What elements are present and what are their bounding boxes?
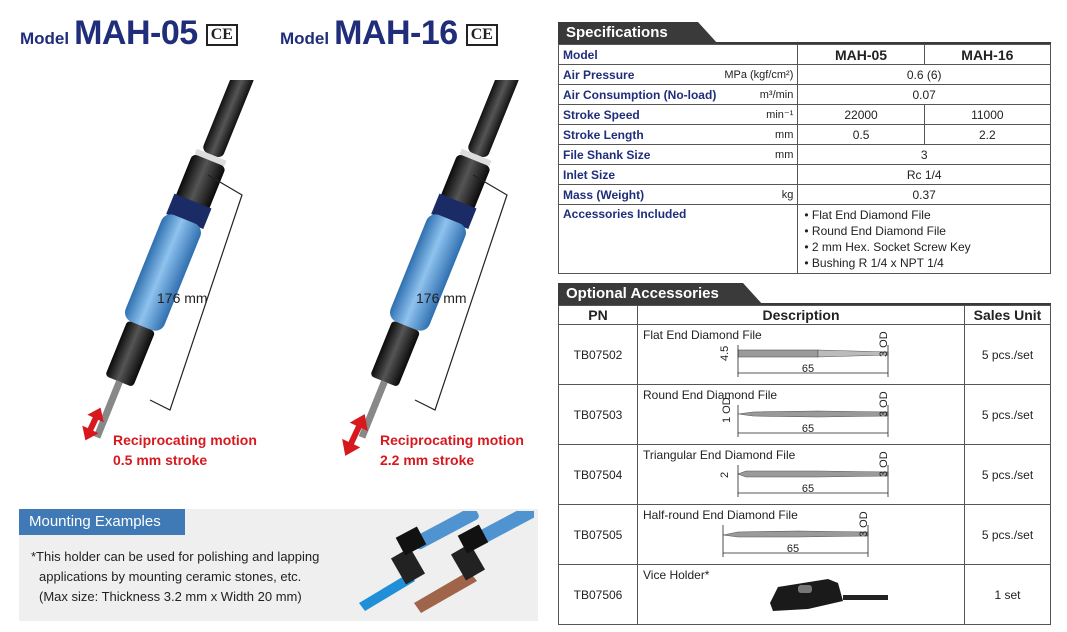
acc-row <box>559 385 1051 445</box>
spec-name: Mass (Weight) <box>559 185 721 205</box>
model-heading-mah16 <box>280 14 498 53</box>
head-dimension: 4.5 <box>719 345 731 361</box>
acc-description <box>638 385 965 445</box>
spec-unit: min⁻¹ <box>720 105 798 125</box>
shank-dimension: 3 OD <box>878 331 890 357</box>
acc-pn: TB07506 <box>559 565 638 625</box>
spec-header-model: Model <box>559 45 721 65</box>
spec-unit: MPa (kgf/cm²) <box>720 65 798 85</box>
spec-name: Accessories Included <box>559 205 721 274</box>
air-file-tool-illustration <box>30 80 270 460</box>
included-accessory: • 2 mm Hex. Socket Screw Key <box>804 240 971 254</box>
specifications-title: Specifications <box>566 24 668 41</box>
round-file-drawing <box>638 385 964 445</box>
acc-description <box>638 565 965 625</box>
spec-unit: kg <box>720 185 798 205</box>
spec-value: 0.6 (6) <box>798 65 1051 85</box>
acc-header-pn: PN <box>559 306 638 325</box>
spec-row-accessories <box>559 205 1051 274</box>
spec-value-mah05: 0.5 <box>798 125 924 145</box>
motion-description <box>380 430 524 470</box>
model-label: Model <box>280 29 330 48</box>
model-name: MAH-16 <box>334 14 458 52</box>
motion-stroke: 2.2 mm stroke <box>380 452 475 468</box>
acc-header-row <box>559 306 1051 325</box>
spec-unit: mm <box>720 145 798 165</box>
acc-row <box>559 445 1051 505</box>
acc-description-text: Triangular End Diamond File <box>643 448 796 462</box>
acc-sales-unit: 1 set <box>965 565 1051 625</box>
included-accessory: • Bushing R 1/4 x NPT 1/4 <box>804 256 944 270</box>
mounting-examples-title: Mounting Examples <box>19 509 185 535</box>
acc-pn: TB07503 <box>559 385 638 445</box>
acc-sales-unit: 5 pcs./set <box>965 385 1051 445</box>
length-dimension: 65 <box>786 543 800 555</box>
acc-sales-unit: 5 pcs./set <box>965 445 1051 505</box>
ce-mark-icon: CE <box>206 24 238 46</box>
model-label: Model <box>20 29 70 48</box>
half-round-file-drawing <box>638 505 964 565</box>
spec-unit: m³/min <box>720 85 798 105</box>
included-accessory: • Round End Diamond File <box>804 224 946 238</box>
spec-value: 3 <box>798 145 1051 165</box>
length-dimension: 65 <box>801 483 815 495</box>
spec-unit <box>720 165 798 185</box>
motion-title: Reciprocating motion <box>113 432 257 448</box>
shank-dimension: 3 OD <box>878 391 890 417</box>
spec-name: Stroke Speed <box>559 105 721 125</box>
spec-value-mah16: 2.2 <box>924 125 1050 145</box>
acc-row <box>559 325 1051 385</box>
spec-row <box>559 145 1051 165</box>
acc-description-text: Half-round End Diamond File <box>643 508 798 522</box>
acc-description-text: Vice Holder* <box>643 568 710 582</box>
spec-row <box>559 165 1051 185</box>
acc-row <box>559 505 1051 565</box>
air-file-tool-illustration <box>295 80 535 460</box>
acc-description-text: Round End Diamond File <box>643 388 778 402</box>
spec-row <box>559 125 1051 145</box>
length-dimension: 65 <box>801 423 815 435</box>
spec-name: File Shank Size <box>559 145 721 165</box>
tool-length-label: 176 mm <box>157 290 208 306</box>
spec-row <box>559 105 1051 125</box>
mounting-line: applications by mounting ceramic stones, etc. <box>39 569 302 584</box>
spec-value: 0.37 <box>798 185 1051 205</box>
spec-row <box>559 85 1051 105</box>
motion-stroke: 0.5 mm stroke <box>113 452 208 468</box>
spec-row <box>559 65 1051 85</box>
spec-header-col1: MAH-05 <box>798 45 924 65</box>
optional-accessories-table <box>558 305 1051 625</box>
acc-pn: TB07502 <box>559 325 638 385</box>
spec-value-mah05: 22000 <box>798 105 924 125</box>
spec-name: Inlet Size <box>559 165 721 185</box>
model-heading-mah05 <box>20 14 238 53</box>
spec-value-mah16: 11000 <box>924 105 1050 125</box>
head-dimension: 1 OD <box>721 397 733 423</box>
optional-accessories-title: Optional Accessories <box>566 285 719 302</box>
mounting-examples-panel <box>19 509 538 621</box>
spec-name: Stroke Length <box>559 125 721 145</box>
acc-description-text: Flat End Diamond File <box>643 328 762 342</box>
spec-name: Air Pressure <box>559 65 721 85</box>
tool-length-label: 176 mm <box>416 290 467 306</box>
included-accessories-list <box>798 205 1051 274</box>
acc-row <box>559 565 1051 625</box>
acc-pn: TB07504 <box>559 445 638 505</box>
spec-value: Rc 1/4 <box>798 165 1051 185</box>
spec-row <box>559 185 1051 205</box>
spec-header-col2: MAH-16 <box>924 45 1050 65</box>
length-dimension: 65 <box>801 363 815 375</box>
optional-accessories-header <box>558 283 1058 305</box>
shank-dimension: 3 OD <box>878 451 890 477</box>
flat-file-drawing <box>638 325 964 385</box>
mounting-line: (Max size: Thickness 3.2 mm x Width 20 mm) <box>39 589 302 604</box>
spec-unit: mm <box>720 125 798 145</box>
acc-description <box>638 325 965 385</box>
spec-name: Air Consumption (No-load) <box>559 85 721 105</box>
included-accessory: • Flat End Diamond File <box>804 208 931 222</box>
mounting-line: *This holder can be used for polishing and lapping <box>31 549 320 564</box>
acc-description <box>638 505 965 565</box>
ce-mark-icon: CE <box>466 24 498 46</box>
spec-value: 0.07 <box>798 85 1051 105</box>
reciprocating-arrow-icon <box>340 410 370 460</box>
motion-description <box>113 430 257 470</box>
vice-holder-drawing <box>638 565 964 625</box>
motion-title: Reciprocating motion <box>380 432 524 448</box>
specifications-header <box>558 22 1058 44</box>
specifications-table <box>558 44 1051 274</box>
acc-pn: TB07505 <box>559 505 638 565</box>
acc-sales-unit: 5 pcs./set <box>965 505 1051 565</box>
mounting-examples-text <box>31 547 351 607</box>
reciprocating-arrow-icon <box>78 404 108 444</box>
acc-description <box>638 445 965 505</box>
head-dimension: 2 <box>719 471 731 478</box>
acc-sales-unit: 5 pcs./set <box>965 325 1051 385</box>
shank-dimension: 3 OD <box>858 511 870 537</box>
acc-header-sales-unit: Sales Unit <box>965 306 1051 325</box>
triangular-file-drawing <box>638 445 964 505</box>
acc-header-description: Description <box>638 306 965 325</box>
spec-header-row <box>559 45 1051 65</box>
model-name: MAH-05 <box>74 14 198 52</box>
mounting-example-image <box>349 511 534 619</box>
